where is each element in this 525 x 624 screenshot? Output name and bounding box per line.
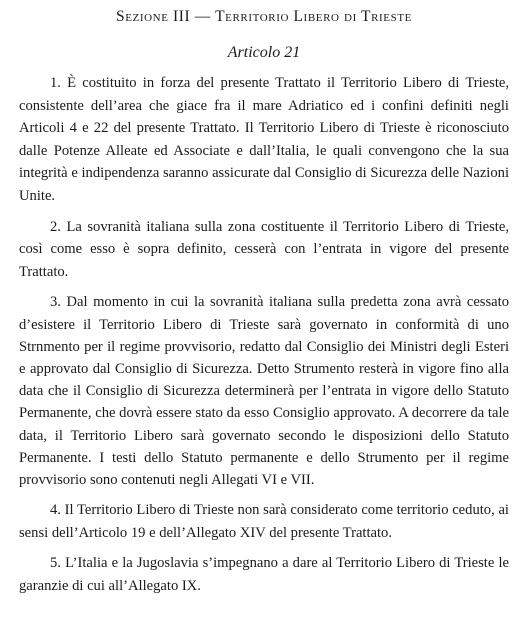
paragraph-3: 3. Dal momento in cui la sovranità italiana sulla predetta zona avrà cessato d’esistere il Territorio Libero di Trieste sarà governato in conformità di uno Strnmento per il regime provvisorio, redatto dal Consiglio dei Ministri degli Esteri e approvato dal Consiglio di Sicurezza. Detto Strumento resterà in vigore fino alla data che il Consiglio di Sicurezza determinerà per l’entrata in vigore dello Statuto Permanente, che dovrà essere stato da esso Consiglio approvato. A decorrere da tale data, il Territorio Libero sarà governato secondo le disposizioni dello Statuto Permanente. I testi dello Statuto permanente e dello Strumento per il regime provvisorio sono contenuti negli Allegati VI e VII.: [19, 294, 509, 488]
paragraph-4: 4. Il Territorio Libero di Trieste non sarà considerato come territorio ceduto, ai sensi dell’Articolo 19 e dell’Allegato XIV del presente Trattato.: [19, 502, 509, 541]
article-heading: Articolo 21: [227, 44, 301, 61]
paragraph-5: 5. L’Italia e la Jugoslavia s’impegnano a dare al Territorio Libero di Trieste le garanzie di cui all’Allegato IX.: [19, 555, 509, 594]
paragraph-2: 2. La sovranità italiana sulla zona costituente il Territorio Libero di Trieste, così come esso è sopra definito, cesserà con l’entrata in vigore del presente Trattato.: [19, 218, 509, 280]
paragraph-1: 1. È costituito in forza del presente Trattato il Territorio Libero di Trieste, consistente dell’area che giace fra il mare Adriatico ed i confini definiti negli Articoli 4 e 22 del presente Trattato. Il Territorio Libero di Trieste è riconosciuto dalle Potenze Alleate ed Associate e dall’Italia, le quali convengono che la sua integrità e indipendenza saranno assicurate dal Consiglio di Sicurezza delle Nazioni Unite.: [19, 75, 509, 204]
section-heading: Sezione III — Territorio Libero di Trieste: [116, 8, 412, 25]
